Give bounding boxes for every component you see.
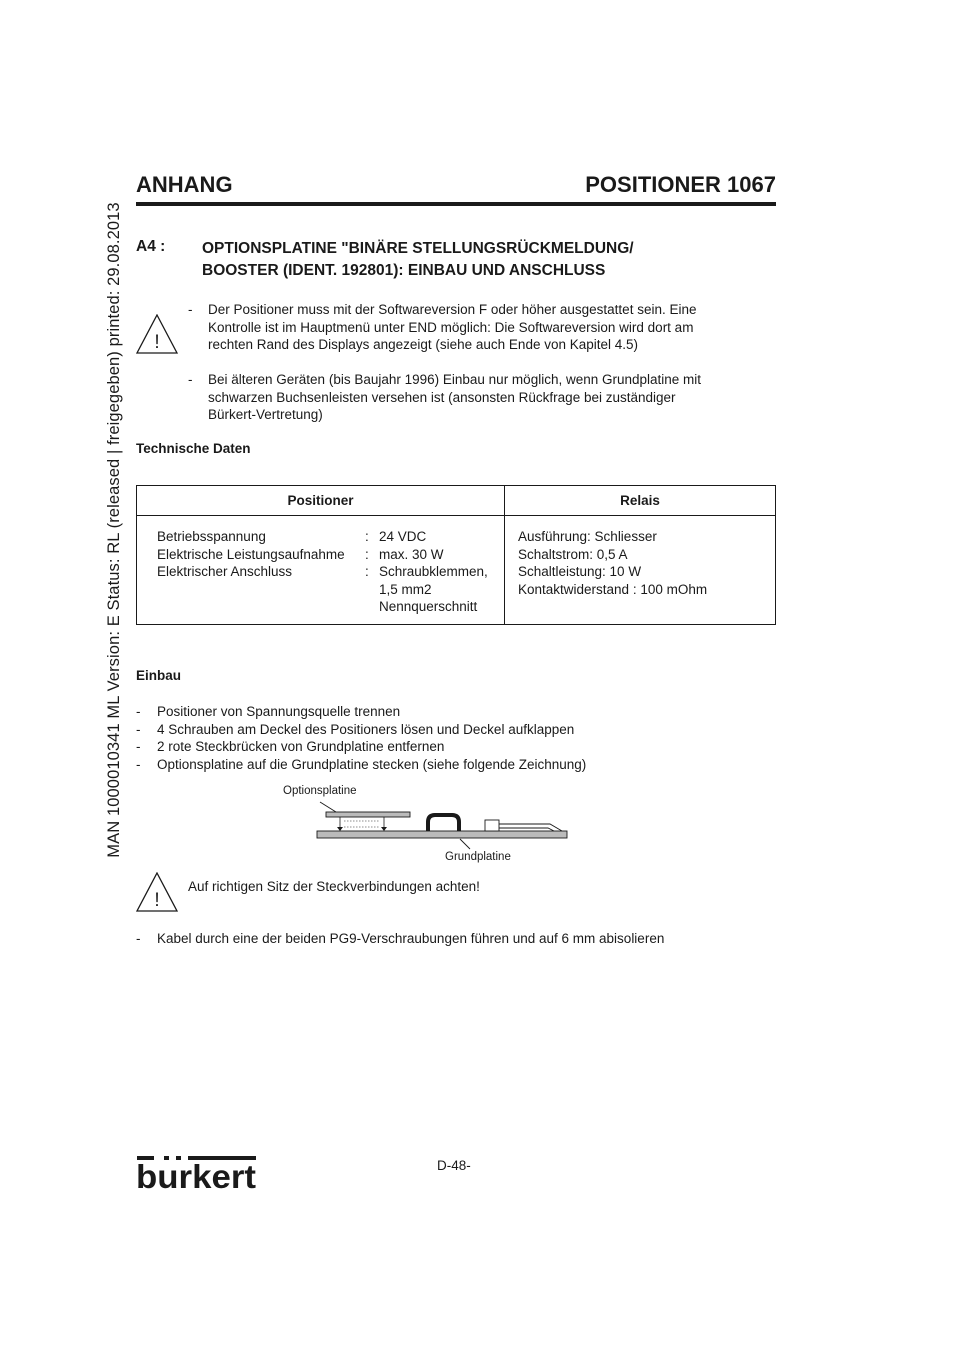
- relais-cell: [505, 516, 776, 625]
- list-item: [136, 756, 756, 774]
- spec-value: Nennquerschnitt: [379, 599, 478, 614]
- header-rule: [136, 202, 776, 206]
- warning-item: [188, 371, 748, 424]
- dash: -: [136, 739, 141, 755]
- warning-line: schwarzen Buchsenleisten versehen ist (ansonsten Rückfrage bei zuständiger: [208, 389, 676, 405]
- spec-label: Elektrische Leistungsaufnahme: [157, 546, 345, 562]
- dash: -: [188, 372, 193, 387]
- dash: -: [136, 721, 141, 737]
- spec-value: max. 30 W: [379, 546, 444, 562]
- step-text: 2 rote Steckbrücken von Grundplatine entfernen: [157, 739, 445, 755]
- warning-exclamation: !: [154, 890, 160, 911]
- step-text: 4 Schrauben am Deckel des Positioners lösen und Deckel aufklappen: [157, 721, 575, 737]
- dash: -: [188, 302, 193, 317]
- spec-sep: [365, 581, 379, 599]
- dash: -: [136, 756, 141, 772]
- relais-spec: Kontaktwiderstand : 100 mOhm: [518, 581, 708, 597]
- warning-exclamation: !: [154, 332, 160, 353]
- section-title-line1: OPTIONSPLATINE "BINÄRE STELLUNGSRÜCKMELDUNG/: [202, 240, 634, 257]
- figure-label-optionsplatine: Optionsplatine: [283, 785, 357, 797]
- relais-spec: Ausführung: Schliesser: [518, 529, 657, 544]
- document-meta-sidebar: MAN 1000010341 ML Version: E Status: RL (released | freigegeben) printed: 29.08.2013: [105, 202, 123, 858]
- warning-line: Bei älteren Geräten (bis Baujahr 1996) Einbau nur möglich, wenn Grundplatine mit: [208, 372, 702, 387]
- warning-line: Der Positioner muss mit der Softwareversion F oder höher ausgestattet sein. Eine: [208, 302, 697, 317]
- list-item: [136, 703, 756, 721]
- header-left: ANHANG: [136, 172, 233, 197]
- warning-item: [188, 301, 748, 354]
- spec-value: Schraubklemmen,: [379, 564, 488, 579]
- einbau-list: [136, 703, 756, 773]
- tech-data-heading: Technische Daten: [136, 441, 251, 456]
- list-item: [136, 721, 756, 739]
- section-title-line2: BOOSTER (IDENT. 192801): EINBAU UND ANSCHLUSS: [202, 262, 606, 279]
- warning-icon: [136, 314, 178, 354]
- spec-label: Betriebsspannung: [157, 529, 266, 544]
- spec-sep: [365, 598, 379, 616]
- figure-label-grundplatine: Grundplatine: [445, 851, 511, 863]
- spec-value: 1,5 mm2: [379, 581, 432, 597]
- warning-icon: [136, 872, 178, 912]
- logo-wordmark: burkert: [136, 1158, 257, 1192]
- step-text: Kabel durch eine der beiden PG9-Verschraubungen führen und auf 6 mm abisolieren: [157, 931, 665, 946]
- spec-label: [157, 598, 365, 616]
- burkert-logo: [136, 1154, 258, 1192]
- spec-label: [157, 581, 365, 599]
- dash: -: [136, 931, 141, 946]
- positioner-cell: [137, 516, 505, 625]
- header-right: POSITIONER 1067: [585, 172, 776, 197]
- warning-line: Bürkert-Vertretung): [208, 407, 323, 422]
- relais-spec: Schaltstrom: 0,5 A: [518, 546, 628, 562]
- spec-sep: :: [365, 546, 369, 562]
- relais-spec: Schaltleistung: 10 W: [518, 564, 642, 579]
- step-text: Optionsplatine auf die Grundplatine stecken (siehe folgende Zeichnung): [157, 756, 587, 772]
- warning-line: rechten Rand des Displays angezeigt (siehe auch Ende von Kapitel 4.5): [208, 337, 639, 352]
- warning-mid-text: Auf richtigen Sitz der Steckverbindungen achten!: [188, 879, 480, 894]
- list-item: [136, 930, 777, 948]
- warning-line: Kontrolle ist im Hauptmenü unter END möglich: Die Softwareversion wird dort am: [208, 319, 694, 335]
- step-text: Positioner von Spannungsquelle trennen: [157, 704, 401, 719]
- section-number: A4 :: [136, 238, 166, 255]
- tech-data-table: [136, 485, 776, 625]
- spec-sep: :: [365, 564, 369, 579]
- board-diagram: [300, 800, 580, 852]
- section-title: [202, 238, 634, 282]
- table-header-relais: Relais: [505, 486, 776, 516]
- einbau-heading: Einbau: [136, 668, 182, 683]
- list-item: [136, 738, 756, 756]
- spec-sep: :: [365, 529, 369, 544]
- page-number: D-48-: [437, 1158, 471, 1173]
- dash: -: [136, 704, 141, 719]
- table-header-positioner: Positioner: [137, 486, 505, 516]
- spec-value: 24 VDC: [379, 529, 427, 544]
- spec-label: Elektrischer Anschluss: [157, 564, 293, 579]
